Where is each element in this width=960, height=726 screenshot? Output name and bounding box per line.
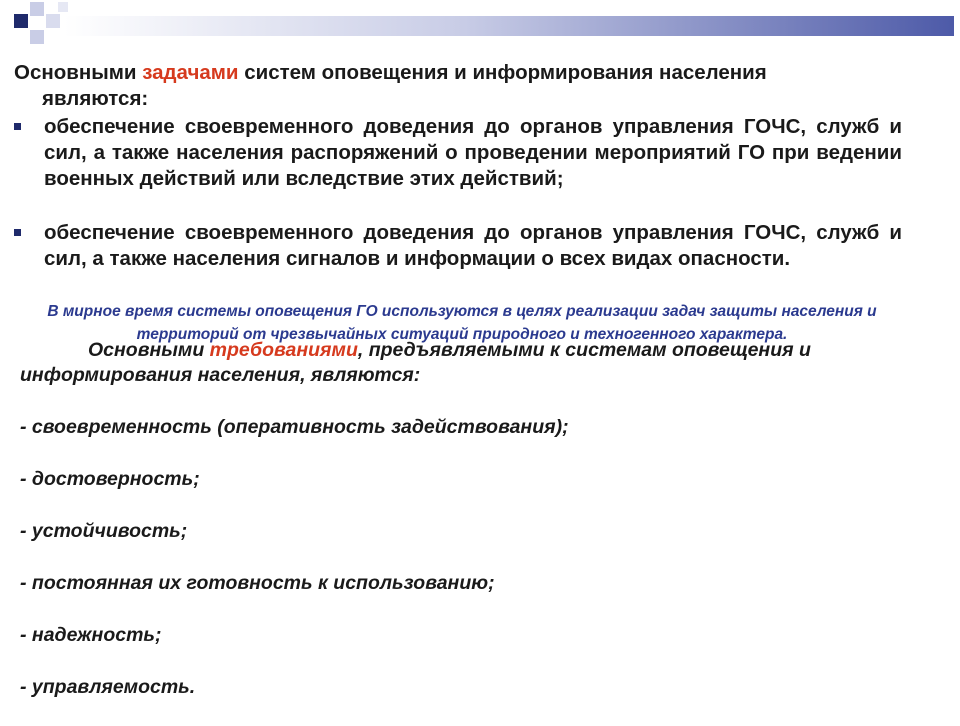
requirements-line2: информирования населения, являются: bbox=[20, 364, 421, 386]
requirements-list bbox=[20, 414, 569, 726]
square-bullet-icon bbox=[14, 229, 21, 236]
task-bullet bbox=[14, 114, 902, 192]
header-square-light bbox=[30, 2, 44, 16]
square-bullet-icon bbox=[14, 123, 21, 130]
requirements-prefix: Основными bbox=[88, 339, 210, 361]
header-square-faint bbox=[58, 2, 68, 12]
requirements-highlight: требованиями bbox=[209, 339, 358, 361]
list-item: - управляемость. bbox=[20, 676, 196, 698]
task-bullet bbox=[14, 220, 902, 272]
header-square-light bbox=[30, 30, 44, 44]
list-item: - достоверность; bbox=[20, 468, 200, 490]
peacetime-note: В мирное время системы оповещения ГО используются в целях реализации задач защиты населения и территорий от чрезвычайных ситуаций природного и техногенного характера. bbox=[47, 303, 877, 343]
requirements-heading bbox=[20, 338, 920, 388]
intro-line2: являются: bbox=[42, 87, 149, 110]
list-item: - своевременность (оперативность задействования); bbox=[20, 416, 569, 438]
list-item: - постоянная их готовность к использованию; bbox=[20, 572, 495, 594]
task-bullet-text: обеспечение своевременного доведения до органов управления ГОЧС, служб и сил, а также населения распоряжений о проведении мероприятий ГО при ведении военных действий или вследствие этих действий; bbox=[44, 115, 902, 190]
header-square-dark bbox=[14, 14, 28, 28]
intro-heading bbox=[14, 60, 914, 112]
list-item: - надежность; bbox=[20, 624, 162, 646]
intro-prefix: Основными bbox=[14, 61, 143, 84]
intro-highlight: задачами bbox=[142, 61, 239, 84]
header-square-light bbox=[46, 14, 60, 28]
list-item: - устойчивость; bbox=[20, 520, 188, 542]
header-gradient-bar bbox=[64, 16, 954, 36]
requirements-suffix: , предъявляемыми к системам оповещения и bbox=[357, 339, 811, 361]
task-bullet-text: обеспечение своевременного доведения до органов управления ГОЧС, служб и сил, а также населения сигналов и информации о всех видах опасности. bbox=[44, 221, 902, 270]
intro-suffix: систем оповещения и информирования населения bbox=[238, 61, 767, 84]
